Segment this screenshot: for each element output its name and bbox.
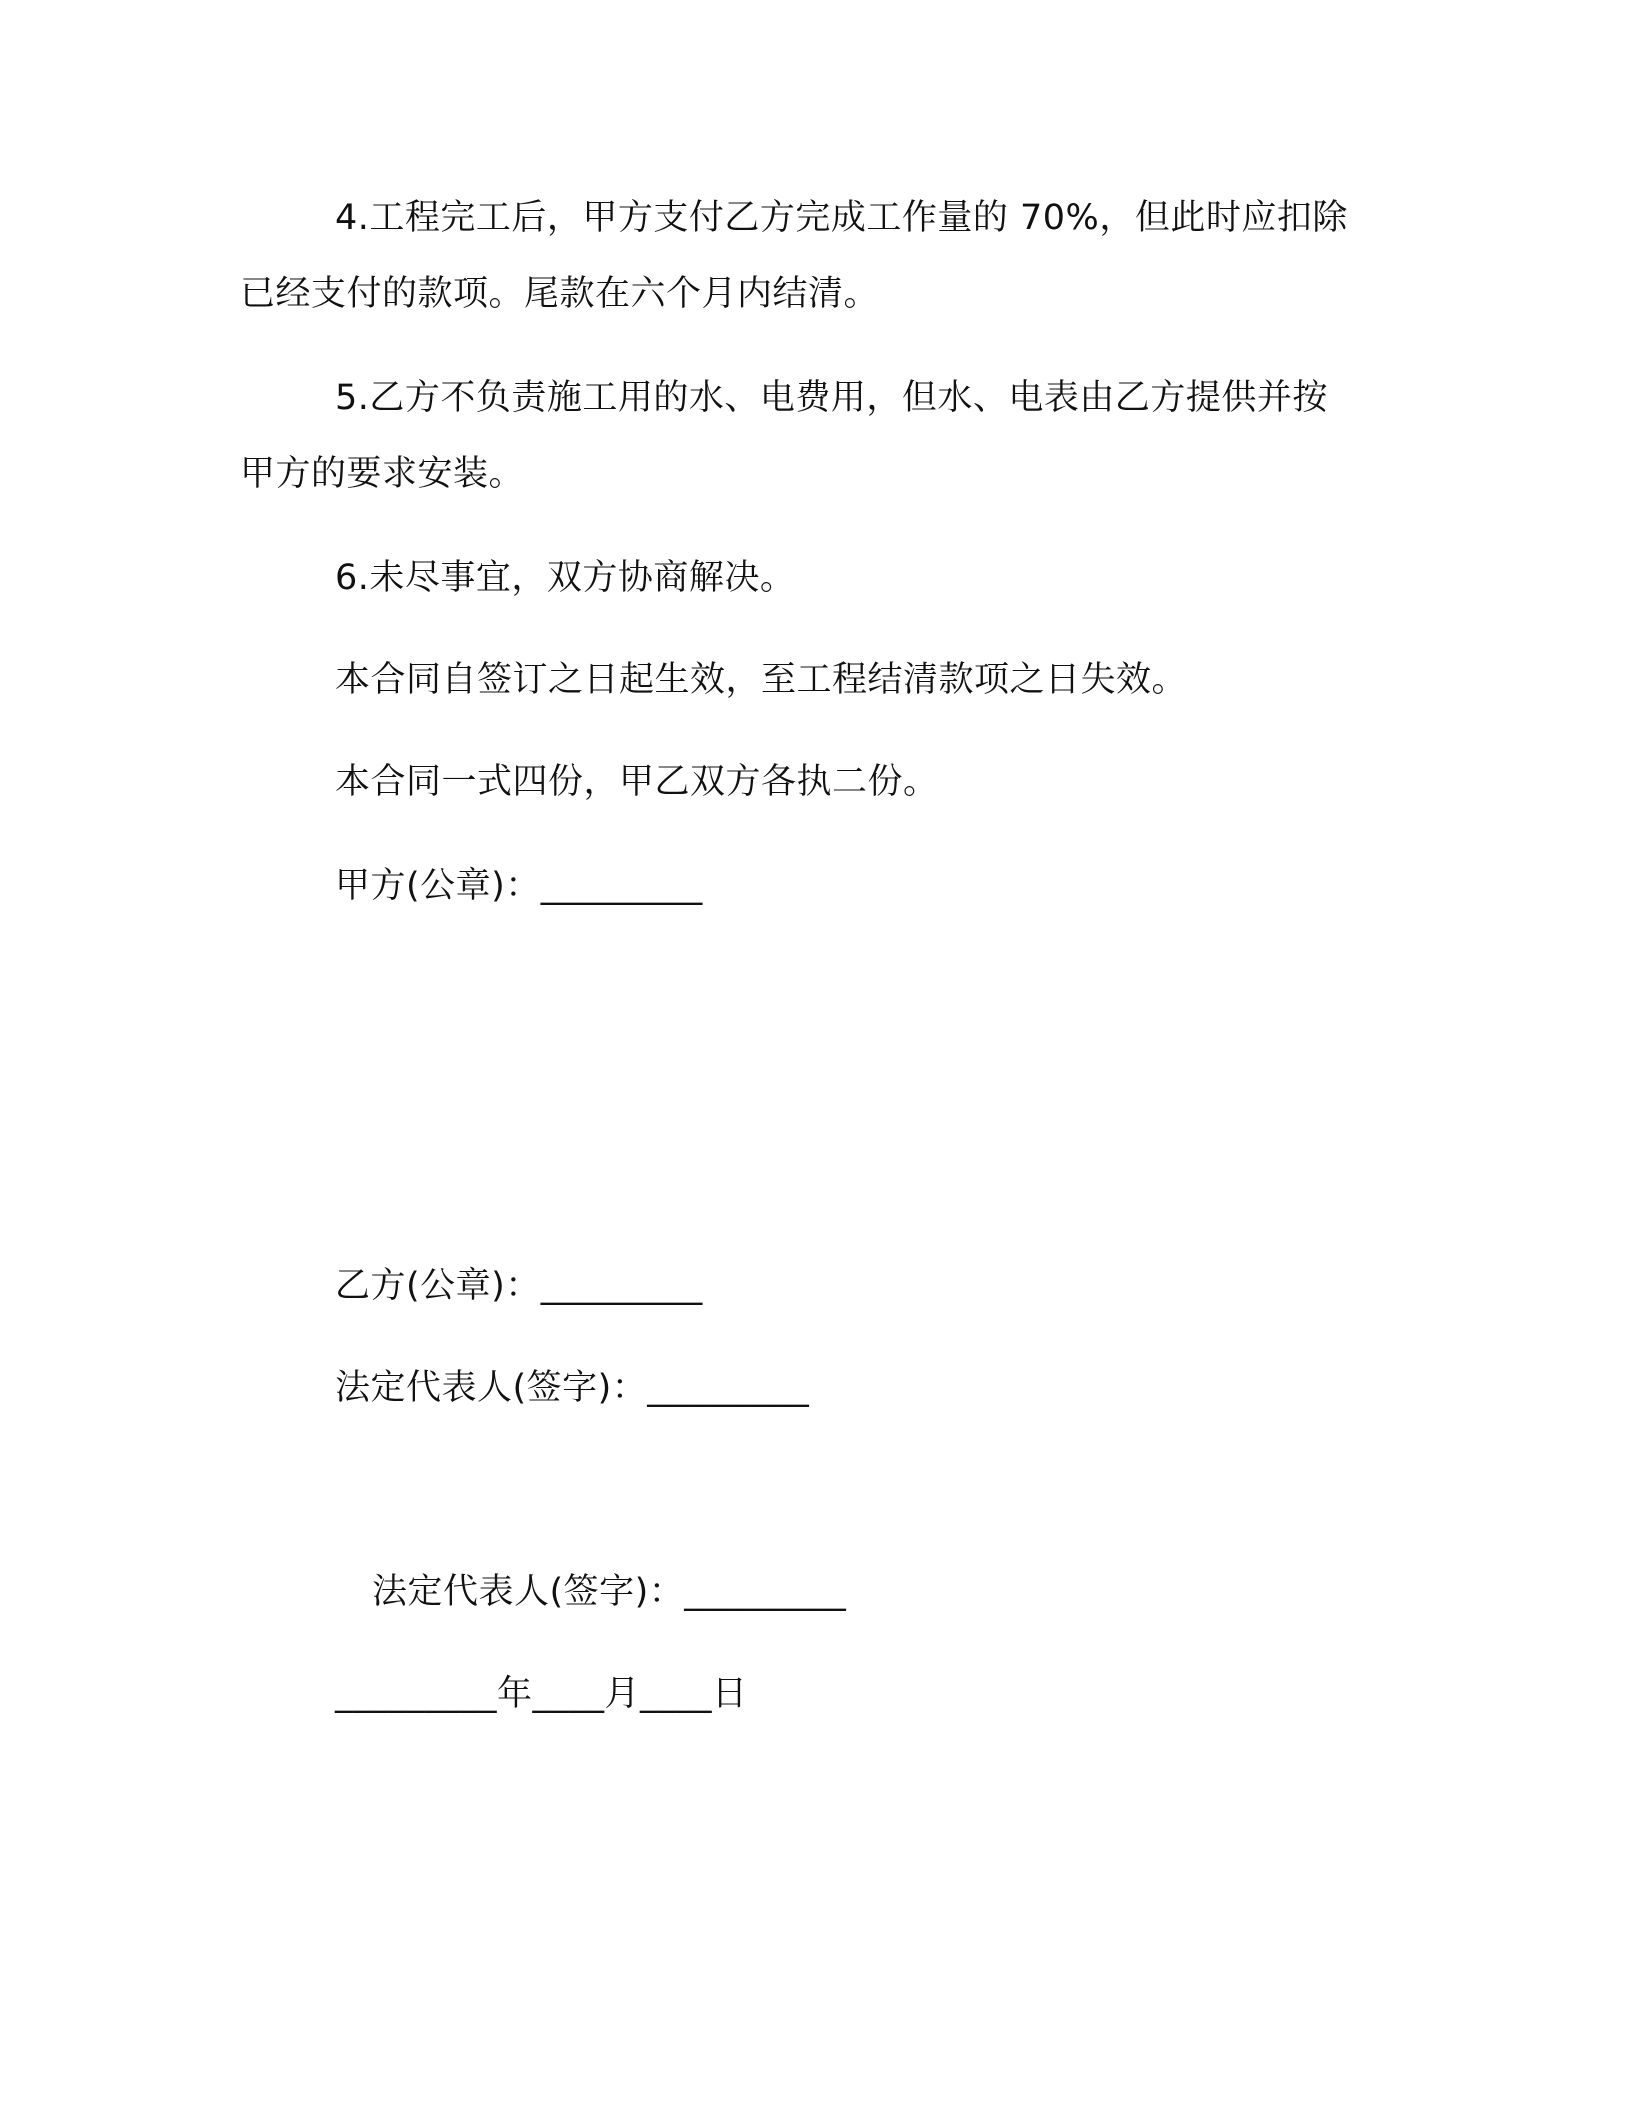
date-line: _________年____月____日 [335,1674,748,1714]
clause-4-line-1: 4.工程完工后，甲方支付乙方完成工作量的 70%，但此时应扣除 [335,198,1348,238]
clause-5-line-2: 甲方的要求安装。 [240,454,525,494]
clause-6: 6.未尽事宜，双方协商解决。 [335,558,796,598]
legal-rep-signature-line-2: 法定代表人(签字)：_________ [372,1572,847,1612]
effective-clause: 本合同自签订之日起生效，至工程结清款项之日失效。 [335,660,1188,700]
party-b-seal-line: 乙方(公章)：_________ [335,1266,703,1306]
clause-4-line-2: 已经支付的款项。尾款在六个月内结清。 [240,274,880,314]
clause-5-line-1: 5.乙方不负责施工用的水、电费用，但水、电表由乙方提供并按 [335,378,1328,418]
party-a-seal-line: 甲方(公章)：_________ [335,866,703,906]
copies-clause: 本合同一式四份，甲乙双方各执二份。 [335,762,939,802]
legal-rep-signature-line-1: 法定代表人(签字)：_________ [335,1368,810,1408]
